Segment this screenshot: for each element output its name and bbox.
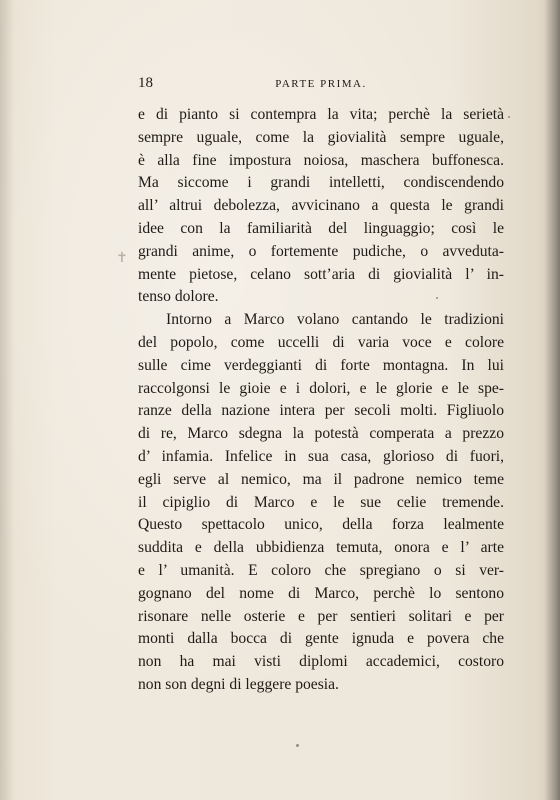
text-line: il cipiglio di Marco e le sue celie tremende. [138,493,504,511]
text-line: Ma siccome i grandi intelletti, condiscendendo [138,174,504,192]
text-line: sulle cime verdeggianti di forte montagna. In lui [138,356,504,374]
text-line: Questo spettacolo unico, della forza lealmente [138,516,504,534]
text-line: e l’ umanità. E coloro che spregiano o si ver- [138,561,504,579]
page-gutter-shadow [0,0,14,800]
text-line: ranze della nazione intera per secoli molti. Figliuolo [138,402,504,420]
text-line: di re, Marco sdegna la potestà comperata a prezzo [138,425,504,443]
text-line: raccolgonsi le gioie e i dolori, e le glorie e le spe- [138,379,504,397]
text-line: gognano del nome di Marco, perchè lo sentono [138,584,504,602]
text-line: idee con la familiarità del linguaggio; così le [138,219,504,237]
text-line: e di pianto si contempra la vita; perchè la serietà [138,106,504,123]
text-line: d’ infamia. Infelice in sua casa, glorioso di fuori, [138,447,504,465]
running-title: PARTE PRIMA. [275,78,367,90]
body-text [138,104,504,697]
text-line: tenso dolore. [138,288,219,306]
text-line: non son degni di leggere poesia. [138,675,339,693]
text-line: suddita e della ubbidienza temuta, onora e l’ arte [138,539,504,557]
text-line: risonare nelle osterie e per sentieri solitari e per [138,607,504,625]
text-line: non ha mai visti diplomi accademici, costoro [138,653,504,671]
paper-speck [436,297,438,299]
text-line: del popolo, come uccelli di varia voce e colore [138,333,504,351]
text-line: mente pietose, celano sott’aria di giovialità l’ in- [138,265,504,283]
page-header [138,75,504,95]
paper-speck [508,116,510,118]
text-line: Intorno a Marco volano cantando le tradizioni [166,311,504,329]
pencil-mark: ✝ [116,250,128,266]
text-line: grandi anime, o fortemente pudiche, o avveduta- [138,242,504,260]
text-line: egli serve al nemico, ma il padrone nemico teme [138,470,504,488]
page-number: 18 [138,75,153,91]
text-line: è alla fine impostura noiosa, maschera buffonesca. [138,151,504,169]
paper-speck [296,744,299,747]
text-line: all’ altrui debolezza, avvicinano a questa le grandi [138,197,504,215]
text-line: monti dalla bocca di gente ignuda e povera che [138,630,504,648]
page-edge-shadow [544,0,560,800]
text-line: sempre uguale, come la giovialità sempre uguale, [138,128,504,146]
